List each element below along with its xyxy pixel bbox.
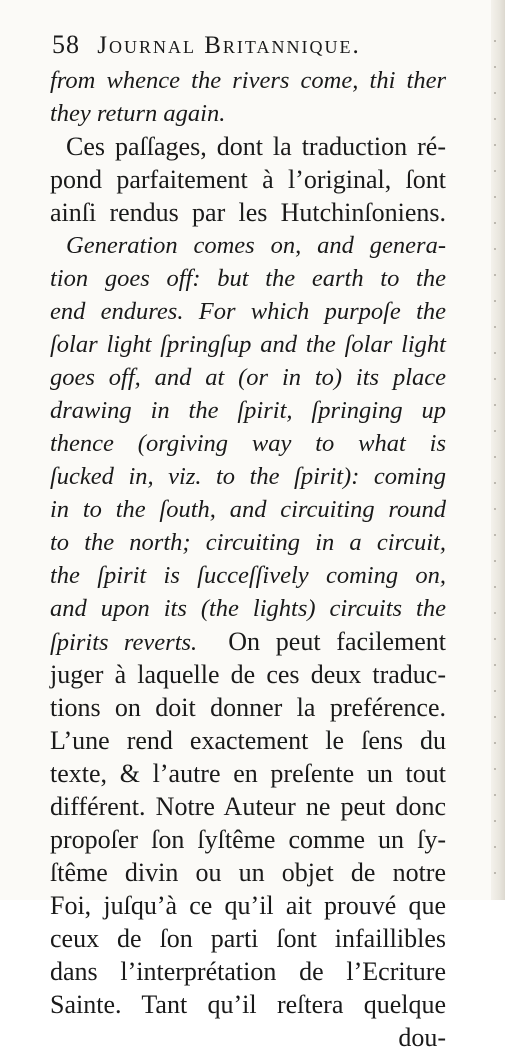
- text-line: the ſpirit is ſucceſſively coming on,: [50, 562, 446, 589]
- text-line: juger à laquelle de ces deux traduc-: [50, 660, 446, 689]
- text-line: Ces paſſages, dont la traduction ré-: [66, 132, 446, 161]
- text-line: pond parfaitement à l’original, ſont: [50, 165, 446, 194]
- text-line: texte, & l’autre en preſente un tout: [50, 759, 446, 788]
- text-line: tions on doit donner la preférence.: [50, 693, 446, 722]
- running-title: Journal Britannique.: [97, 32, 361, 59]
- text-line: ceux de ſon parti ſont infaillibles: [50, 924, 446, 953]
- text-line: L’une rend exactement le ſens du: [50, 726, 446, 755]
- text-line: ſucked in, viz. to the ſpirit): coming: [50, 463, 446, 490]
- text-line: from whence the rivers come, thi ther: [50, 67, 446, 94]
- running-header: [52, 28, 452, 62]
- page-number: 58: [52, 30, 80, 59]
- text-line: Sainte. Tant qu’il reſtera quelque: [50, 990, 446, 1019]
- text-line: propoſer ſon ſyſtême comme un ſy-: [50, 825, 446, 854]
- text-line: ſtême divin ou un objet de notre: [50, 858, 446, 887]
- text-line: tion goes off: but the earth to the: [50, 265, 446, 292]
- text-line: thence (orgiving way to what is: [50, 430, 446, 457]
- text-line: ainſi rendus par les Hutchinſoniens.: [50, 198, 446, 227]
- text-line: dou-: [398, 1023, 446, 1052]
- roman-segment: On peut facilement: [228, 627, 447, 656]
- text-line: they return again.: [50, 100, 226, 127]
- text-line: to the north; circuiting in a circuit,: [50, 529, 446, 556]
- text-line: différent. Notre Auteur ne peut donc: [50, 792, 446, 821]
- text-line: and upon its (the lights) circuits the: [50, 595, 446, 622]
- text-line: end endures. For which purpoſe the: [50, 298, 446, 325]
- text-line: ſolar light ſpringſup and the ſolar light: [50, 331, 446, 358]
- text-line: Foi, juſqu’à ce qu’il ait prouvé que: [50, 891, 446, 920]
- text-line: dans l’interprétation de l’Ecriture: [50, 957, 446, 986]
- text-line: drawing in the ſpirit, ſpringing up: [50, 397, 446, 424]
- text-line: [50, 625, 446, 658]
- text-line: in to the ſouth, and circuiting round: [50, 496, 446, 523]
- text-line: goes off, and at (or in to) its place: [50, 364, 446, 391]
- italic-segment: ſpirits reverts.: [50, 629, 213, 656]
- body-text: [50, 64, 446, 1054]
- binding-marks: [494, 40, 496, 880]
- text-line: Generation comes on, and genera-: [66, 232, 446, 259]
